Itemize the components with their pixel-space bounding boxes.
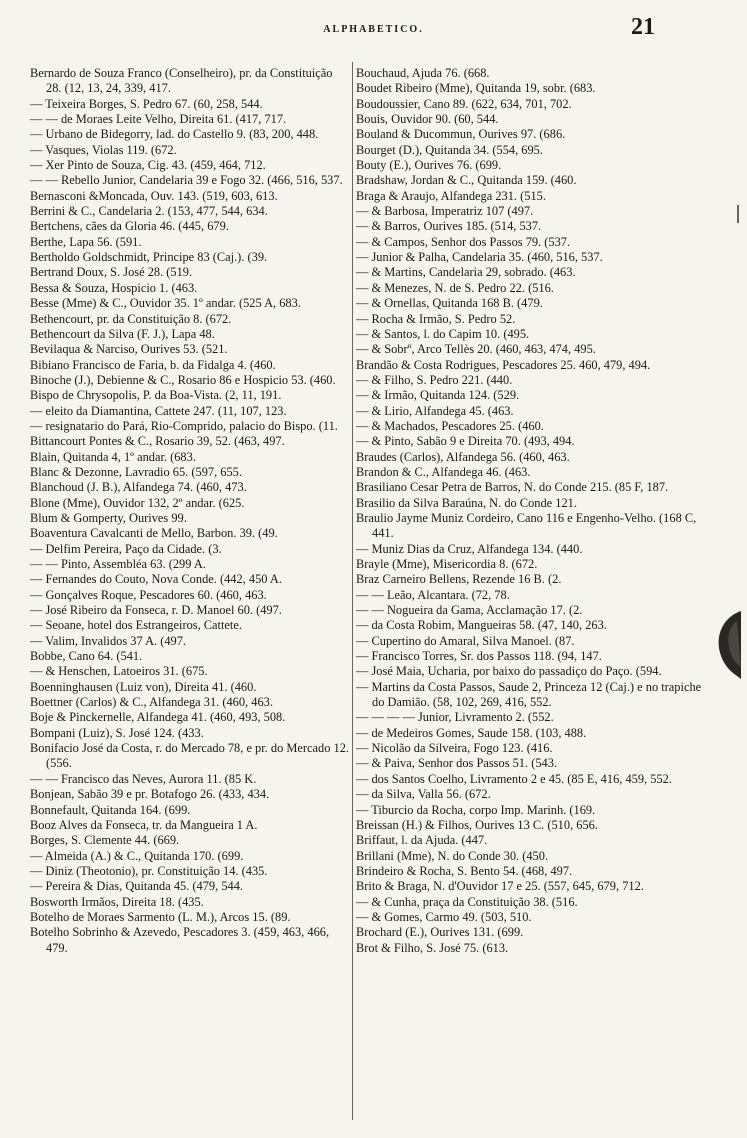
left-entry: — Delfim Pereira, Paço da Cidade. (3. (30, 541, 222, 556)
page-edge-blot (707, 603, 741, 683)
right-entry: Braga & Araujo, Alfandega 231. (515. (356, 188, 546, 203)
left-entry: — Diniz (Theotonio), pr. Constituição 14. (435. (30, 863, 268, 878)
left-entry: — Xer Pinto de Souza, Cig. 43. (459, 464, 712. (30, 158, 266, 173)
left-entry: Bevilaqua & Narciso, Ourives 53. (521. (30, 342, 228, 357)
right-entry: — dos Santos Coelho, Livramento 2 e 45. (85 E, 416, 459, 552. (356, 771, 672, 786)
right-entry: — José Maia, Ucharia, por baixo do passadiço do Paço. (594. (356, 664, 662, 679)
left-entry: Blanchoud (J. B.), Alfandega 74. (460, 473. (30, 480, 247, 495)
right-entry: — & Campos, Senhor dos Passos 79. (537. (356, 234, 571, 249)
left-entry: Bobbe, Cano 64. (541. (30, 649, 143, 664)
page-header (0, 12, 747, 42)
left-entry: Blain, Quitanda 4, 1º andar. (683. (30, 449, 196, 464)
left-entry: Bispo de Chrysopolis, P. da Boa-Vista. (2, 11, 191. (30, 388, 282, 403)
right-entry: — & Barbosa, Imperatriz 107 (497. (356, 204, 534, 219)
right-entry: Briffaut, l. da Ajuda. (447. (356, 833, 488, 848)
left-entry: Bittancourt Pontes & C., Rosario 39, 52. (463, 497. (30, 434, 285, 449)
left-entry: — Teixeira Borges, S. Pedro 67. (60, 258, 544. (30, 96, 263, 111)
right-entry: — & Lirio, Alfandega 45. (463. (356, 403, 514, 418)
left-entry: Bonjean, Sabão 39 e pr. Botafogo 26. (433, 434. (30, 787, 270, 802)
left-entry: — eleito da Diamantina, Cattete 247. (11, 107, 123. (30, 403, 287, 418)
right-entry: — da Silva, Valla 56. (672. (356, 787, 491, 802)
left-entry: — — Pinto, Assembléa 63. (299 A. (30, 557, 206, 571)
right-entry: — & Pinto, Sabão 9 e Direita 70. (493, 494. (356, 434, 575, 449)
right-entry: — & Sobrº, Arco Tellès 20. (460, 463, 474, 495. (356, 342, 596, 357)
right-entry: Bourget (D.), Quitanda 34. (554, 695. (356, 142, 543, 157)
right-entry: — Martins da Costa Passos, Saude 2, Princeza 12 (Caj.) e no trapiche do Damião. (58, 102, 269, 416, 552. (356, 679, 702, 710)
left-entry: — Almeida (A.) & C., Quitanda 170. (699. (30, 848, 244, 863)
left-column (30, 66, 351, 956)
right-entry: — Muniz Dias da Cruz, Alfandega 134. (440. (356, 541, 583, 556)
left-entry: Botelho de Moraes Sarmento (L. M.), Arcos 15. (89. (30, 909, 291, 924)
left-entry: — Seoane, hotel dos Estrangeiros, Cattete. (30, 618, 242, 633)
left-entry: — — Francisco das Neves, Aurora 11. (85 K. (30, 771, 257, 786)
left-entry: Boettner (Carlos) & C., Alfandega 31. (460, 463. (30, 695, 273, 710)
right-entry: — & Machados, Pescadores 25. (460. (356, 418, 544, 433)
left-entry: Bertrand Doux, S. José 28. (519. (30, 265, 193, 280)
left-entry: — resignatario do Pará, Rio-Comprido, palacio do Bispo. (11. (30, 418, 338, 433)
right-entry: — — Nogueira da Gama, Acclamação 17. (2. (356, 603, 583, 618)
right-entry: Brayle (Mme), Misericordia 8. (672. (356, 557, 538, 571)
right-entry: Brasilio da Silva Baraúna, N. do Conde 121. (356, 495, 577, 510)
left-entry: Bonifacio José da Costa, r. do Mercado 78, e pr. do Mercado 12. (556. (30, 741, 349, 771)
right-entry: — Nicolão da Silveira, Fogo 123. (416. (356, 741, 553, 756)
right-entry: Bouis, Ouvidor 90. (60, 544. (356, 112, 499, 127)
right-entry: Boudet Ribeiro (Mme), Quitanda 19, sobr. (683. (356, 81, 596, 96)
left-entry: — — Rebello Junior, Candelaria 39 e Fogo 32. (466, 516, 537. (30, 173, 343, 188)
left-entry: Binoche (J.), Debienne & C., Rosario 86 e Hospicio 53. (460. (30, 372, 336, 387)
right-entry: Braulio Jayme Muniz Cordeiro, Cano 116 e Engenho-Velho. (168 C, 441. (356, 510, 697, 541)
left-entry: Bessa & Souza, Hospicio 1. (463. (30, 280, 198, 295)
left-entry: Bompani (Luiz), S. José 124. (433. (30, 725, 204, 740)
right-entry: — & Filho, S. Pedro 221. (440. (356, 372, 513, 387)
right-entry: — Rocha & Irmão, S. Pedro 52. (356, 311, 516, 326)
right-entry: Brasiliano Cesar Petra de Barros, N. do Conde 215. (85 F, 187. (356, 480, 669, 495)
left-entry: Berrini & C., Candelaria 2. (153, 477, 544, 634. (30, 204, 268, 219)
right-entry: — da Costa Robim, Mangueiras 58. (47, 140, 263. (356, 618, 607, 633)
right-entry: Breissan (H.) & Filhos, Ourives 13 C. (510, 656. (356, 817, 598, 832)
right-entry: — & Barros, Ourives 185. (514, 537. (356, 219, 542, 234)
right-entry: Bouty (E.), Ourives 76. (699. (356, 158, 502, 173)
left-entry: Boaventura Cavalcanti de Mello, Barbon. 39. (49. (30, 526, 278, 541)
page-number: 21 (631, 14, 655, 40)
left-entry: Bertchens, cães da Gloria 46. (445, 679. (30, 219, 229, 234)
left-entry: — & Henschen, Latoeiros 31. (675. (30, 664, 208, 679)
left-entry: — José Ribeiro da Fonseca, r. D. Manoel 60. (497. (30, 603, 282, 618)
left-entry: Bethencourt, pr. da Constituição 8. (672. (30, 311, 232, 326)
left-entry: Borges, S. Clemente 44. (669. (30, 833, 180, 848)
right-entry: Braudes (Carlos), Alfandega 56. (460, 463. (356, 449, 570, 464)
right-entry: — Junior & Palha, Candelaria 35. (460, 516, 537. (356, 250, 603, 265)
right-entry: — & Cunha, praça da Constituição 38. (516. (356, 894, 578, 909)
right-entry: — Cupertino do Amaral, Silva Manoel. (87. (356, 633, 575, 648)
right-entry: — de Medeiros Gomes, Saude 158. (103, 488. (356, 725, 587, 740)
left-entry: Bernasconi &Moncada, Ouv. 143. (519, 603, 613. (30, 188, 278, 203)
left-entry: Blanc & Dezonne, Lavradio 65. (597, 655. (30, 464, 242, 479)
left-entry: Boje & Pinckernelle, Alfandega 41. (460, 493, 508. (30, 710, 286, 725)
right-entry: — — Leão, Alcantara. (72, 78. (356, 587, 510, 602)
right-entry: — & Menezes, N. de S. Pedro 22. (516. (356, 280, 554, 295)
left-entry: Botelho Sobrinho & Azevedo, Pescadores 3. (459, 463, 466, 479. (30, 925, 330, 955)
left-entry: — Valim, Invalidos 37 A. (497. (30, 633, 187, 648)
left-entry: — Urbano de Bidegorry, lad. do Castello 9. (83, 200, 448. (30, 127, 319, 142)
left-entry: — Vasques, Violas 119. (672. (30, 142, 177, 157)
right-entry: — & Santos, l. do Capim 10. (495. (356, 326, 530, 341)
left-entry: Bethencourt da Silva (F. J.), Lapa 48. (30, 326, 215, 341)
right-entry: — & Martins, Candelaria 29, sobrado. (463. (356, 265, 576, 280)
right-entry: — & Paiva, Senhor dos Passos 51. (543. (356, 756, 558, 771)
left-entry: Boenninghausen (Luiz von), Direita 41. (460. (30, 679, 257, 694)
right-entry: Bouchaud, Ajuda 76. (668. (356, 66, 490, 80)
right-entry: Brot & Filho, S. José 75. (613. (356, 940, 509, 955)
right-entry: — — — — Junior, Livramento 2. (552. (356, 710, 554, 725)
left-entry: Bosworth Irmãos, Direita 18. (435. (30, 894, 204, 909)
margin-tick (737, 205, 739, 223)
right-entry: Brochard (E.), Ourives 131. (699. (356, 925, 524, 940)
left-entry: — — de Moraes Leite Velho, Direita 61. (417, 717. (30, 112, 287, 127)
left-entry: Blone (Mme), Ouvidor 132, 2º andar. (625. (30, 495, 245, 510)
running-title: ALPHABETICO. (323, 24, 424, 35)
left-entry: Bibiano Francisco de Faria, b. da Fidalga 4. (460. (30, 357, 276, 372)
right-entry: — & Ornellas, Quitanda 168 B. (479. (356, 296, 543, 311)
left-entry: — Pereira & Dias, Quitanda 45. (479, 544. (30, 879, 244, 894)
right-entry: Braz Carneiro Bellens, Rezende 16 B. (2. (356, 572, 562, 587)
right-entry: — Tiburcio da Rocha, corpo Imp. Marinh. (169. (356, 802, 596, 817)
right-entry: — & Gomes, Carmo 49. (503, 510. (356, 909, 532, 924)
left-entry: Bertholdo Goldschmidt, Principe 83 (Caj.). (39. (30, 250, 268, 265)
right-column (356, 66, 711, 956)
column-divider (352, 62, 353, 1120)
left-entry: Bonnefault, Quitanda 164. (699. (30, 802, 191, 817)
left-entry: Bernardo de Souza Franco (Conselheiro), pr. da Constituição 28. (12, 13, 24, 339, 417. (30, 66, 333, 96)
right-entry: — & Irmão, Quitanda 124. (529. (356, 388, 520, 403)
left-entry: Berthe, Lapa 56. (591. (30, 234, 142, 249)
right-entry: Boudoussier, Cano 89. (622, 634, 701, 702. (356, 96, 572, 111)
right-entry: Bouland & Ducommun, Ourives 97. (686. (356, 127, 566, 142)
left-entry: — Fernandes do Couto, Nova Conde. (442, 450 A. (30, 572, 282, 587)
left-entry: Blum & Gomperty, Ourives 99. (30, 510, 187, 525)
right-entry: Bradshaw, Jordan & C., Quitanda 159. (460. (356, 173, 577, 188)
left-entry: Booz Alves da Fonseca, tr. da Mangueira 1 A. (30, 817, 258, 832)
left-entry: — Gonçalves Roque, Pescadores 60. (460, 463. (30, 587, 267, 602)
right-entry: Brandão & Costa Rodrigues, Pescadores 25. 460, 479, 494. (356, 357, 651, 372)
right-entry: Brandon & C., Alfandega 46. (463. (356, 464, 531, 479)
right-entry: Brillani (Mme), N. do Conde 30. (450. (356, 848, 549, 863)
right-entry: Brindeiro & Rocha, S. Bento 54. (468, 497. (356, 863, 573, 878)
right-entry: — Francisco Torres, Sr. dos Passos 118. (94, 147. (356, 649, 602, 664)
right-entry: Brito & Braga, N. d'Ouvidor 17 e 25. (557, 645, 679, 712. (356, 879, 644, 894)
left-entry: Besse (Mme) & C., Ouvidor 35. 1º andar. (525 A, 683. (30, 296, 301, 311)
